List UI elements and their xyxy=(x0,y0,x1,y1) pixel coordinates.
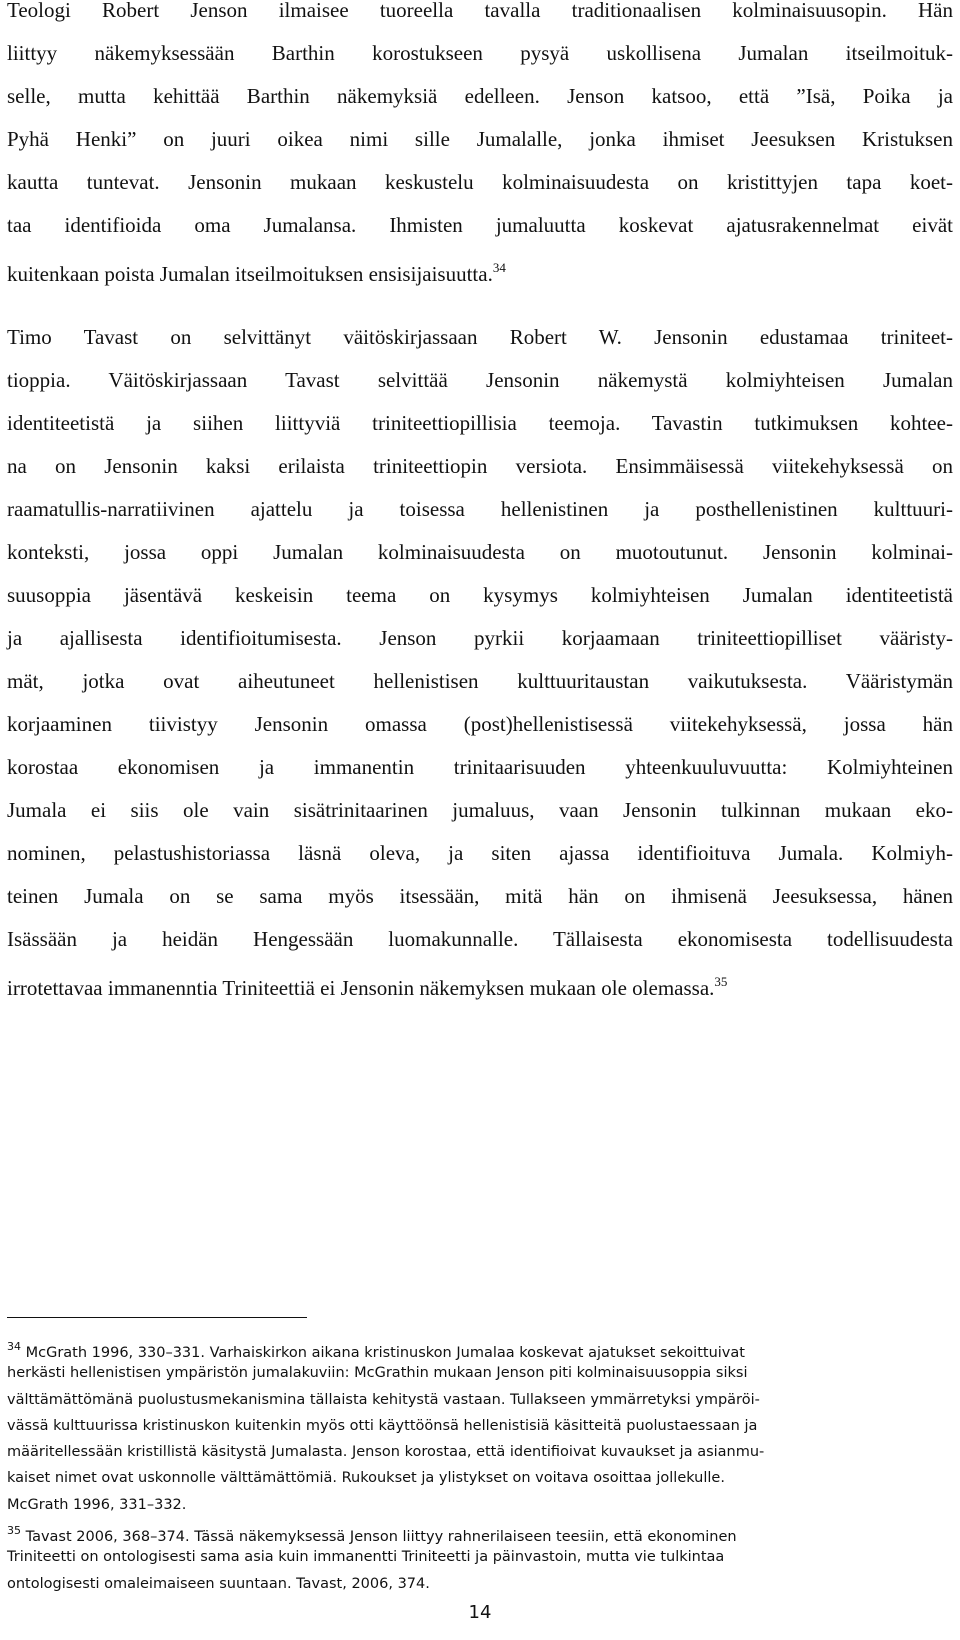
footnote-reference-35[interactable]: 35 xyxy=(714,974,728,989)
text-line: korjaaminen tiivistyy Jensonin omassa (post)hellenistisessä viitekehyksessä, jossa hän xyxy=(7,712,953,736)
footnote-reference-34[interactable]: 34 xyxy=(492,260,506,275)
text-line: selle, mutta kehittää Barthin näkemyksiä edelleen. Jenson katsoo, että ”Isä, Poika ja xyxy=(7,84,953,108)
footnote-number: 35 xyxy=(7,1524,21,1538)
footnote-line: välttämättömänä puolustusmekanismina tällaista kehitystä vastaan. Tullakseen ymmärretyksi ympäröi- xyxy=(7,1391,760,1408)
footnote-line: vässä kulttuurissa kristinuskon kuitenkin myös otti käyttöönsä hellenistisiä käsitteitä puolustaessaan ja xyxy=(7,1417,758,1434)
text-line: Pyhä Henki” on juuri oikea nimi sille Jumalalle, jonka ihmiset Jeesuksen Kristuksen xyxy=(7,127,953,151)
footnote-divider xyxy=(7,1317,307,1318)
footnote-number: 34 xyxy=(7,1340,21,1353)
footnotes xyxy=(7,1334,953,1597)
text-line: na on Jensonin kaksi erilaista triniteettiopin versiota. Ensimmäisessä viitekehyksessä on xyxy=(7,454,953,478)
text-line: identiteetistä ja siihen liittyviä triniteettiopillisia teemoja. Tavastin tutkimuksen kohtee- xyxy=(7,411,953,435)
footnote-35 xyxy=(7,1518,953,1597)
text-line: raamatullis-narratiivinen ajattelu ja toisessa hellenistinen ja posthellenistinen kulttuuri- xyxy=(7,497,953,521)
footnote-line: Tavast 2006, 368–374. Tässä näkemyksessä Jenson liittyy rahnerilaiseen teesiin, että ekonominen xyxy=(25,1529,737,1546)
text-line: Timo Tavast on selvittänyt väitöskirjassaan Robert W. Jensonin edustamaa triniteet- xyxy=(7,325,953,349)
paragraph-2 xyxy=(7,317,953,1005)
text-line-last xyxy=(7,248,953,291)
text-line: teinen Jumala on se sama myös itsessään, mitä hän on ihmisenä Jeesuksessa, hänen xyxy=(7,884,953,908)
footnote-line: ontologisesti omaleimaiseen suuntaan. Tavast, 2006, 374. xyxy=(7,1575,430,1592)
text-line: taa identifioida oma Jumalansa. Ihmisten jumaluutta koskevat ajatusrakennelmat eivät xyxy=(7,213,953,237)
text-line: Teologi Robert Jenson ilmaisee tuoreella tavalla traditionaalisen kolminaisuusopin. Hän xyxy=(7,0,953,22)
text-line: korostaa ekonomisen ja immanentin trinitaarisuuden yhteenkuuluvuutta: Kolmiyhteinen xyxy=(7,755,953,779)
text-line: nominen, pelastushistoriassa läsnä oleva, ja siten ajassa identifioituva Jumala. Kolmiyh- xyxy=(7,841,953,865)
page-number: 14 xyxy=(468,1602,492,1623)
footnote-line: Triniteetti on ontologisesti sama asia kuin immanentti Triniteetti ja päinvastoin, mutta vie tulkintaa xyxy=(7,1549,725,1566)
text-line: tioppia. Väitöskirjassaan Tavast selvittää Jensonin näkemystä kolmiyhteisen Jumalan xyxy=(7,368,953,392)
footnote-line: kaiset nimet ovat uskonnolle välttämättömiä. Rukoukset ja ylistykset on voitava osoittaa jollekulle. xyxy=(7,1470,725,1487)
text-line: suusoppia jäsentävä keskeisin teema on kysymys kolmiyhteisen Jumalan identiteetistä xyxy=(7,583,953,607)
text-line: Isässään ja heidän Hengessään luomakunnalle. Tällaisesta ekonomisesta todellisuudesta xyxy=(7,927,953,951)
footnote-line: herkästi hellenistisen ympäristön jumalakuviin: McGrathin mukaan Jenson piti kolminaisuusoppia siksi xyxy=(7,1365,748,1382)
text-line: kuitenkaan poista Jumalan itseilmoituksen ensisijaisuutta. xyxy=(7,262,493,286)
paragraph-1 xyxy=(7,0,953,291)
text-line-last xyxy=(7,962,953,1005)
footnote-line: McGrath 1996, 330–331. Varhaiskirkon aikana kristinuskon Jumalaa koskevat ajatukset sekoittuivat xyxy=(25,1345,745,1361)
text-line: ja ajallisesta identifioitumisesta. Jenson pyrkii korjaamaan triniteettiopilliset vääristy- xyxy=(7,626,953,650)
text-line: kautta tuntevat. Jensonin mukaan keskustelu kolminaisuudesta on kristittyjen tapa koet- xyxy=(7,170,953,194)
footnote-line: määritellessään kristillistä käsitystä Jumalasta. Jenson korostaa, että identifioivat kuvaukset ja asianmu- xyxy=(7,1444,765,1461)
text-line: Jumala ei siis ole vain sisätrinitaarinen jumaluus, vaan Jensonin tulkinnan mukaan eko- xyxy=(7,798,953,822)
footnote-line: McGrath 1996, 331–332. xyxy=(7,1496,187,1513)
text-line: konteksti, jossa oppi Jumalan kolminaisuudesta on muotoutunut. Jensonin kolminai- xyxy=(7,540,953,564)
text-line: mät, jotka ovat aiheutuneet hellenistisen kulttuuritaustan vaikutuksesta. Vääristymän xyxy=(7,669,953,693)
text-line: irrotettavaa immanenntia Triniteettiä ei Jensonin näkemyksen mukaan ole olemassa. xyxy=(7,976,715,1000)
text-line: liittyy näkemyksessään Barthin korostukseen pysyä uskollisena Jumalan itseilmoituk- xyxy=(7,41,953,65)
footnote-34 xyxy=(7,1334,953,1518)
